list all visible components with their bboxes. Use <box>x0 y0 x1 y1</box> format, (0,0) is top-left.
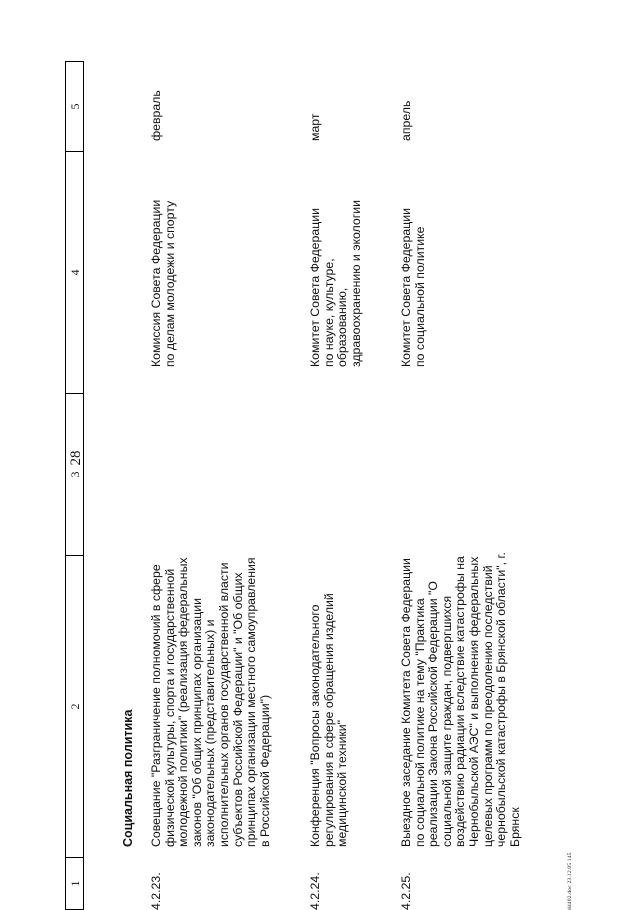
column-header-5: 5 <box>65 61 84 151</box>
row-responsible: Комиссия Совета Федерации по делам молодежи и спорту <box>149 199 177 367</box>
rotated-table <box>65 10 605 910</box>
column-header-2: 2 <box>65 555 84 857</box>
row-event: Выездное заседание Комитета Совета Федерации по социальной политике на тему "Практика реализации Закона Российской Федерации "О социальной защите граждан, подвергшихся воздействию радиации вследствие катастрофы на Чернобыльской АЭС" и выполнения федеральных целевых программ по преодолению последствий чернобыльской катастрофы в Брянской области", г. Брянск <box>399 552 522 847</box>
row-responsible: Комитет Совета Федерации по социальной политике <box>399 208 427 367</box>
row-number: 4.2.24. <box>308 872 322 910</box>
footer-code: d4402.doc 23.12.05 145 <box>567 852 573 910</box>
row-responsible: Комитет Совета Федерации по науке, культуре, образованию, здравоохранению и экологии <box>308 200 363 367</box>
column-header-4: 4 <box>65 151 84 393</box>
row-number: 4.2.25. <box>399 872 413 910</box>
column-header-1: 1 <box>65 857 84 910</box>
column-header-3: 3 <box>65 393 84 555</box>
row-number: 4.2.23. <box>149 872 163 910</box>
row-event: Совещание "Разграничение полномочий в сфере физической культуры, спорта и государственной молодежной политики" (реализация федеральных законов "Об общих принципах организации законодательных (представительных) и исполнительных органов государственной власти субъектов Российской Федерации" и "Об общих принципах организации местного самоуправления в Российской Федерации") <box>149 557 272 847</box>
row-date: февраль <box>149 90 163 141</box>
row-date: апрель <box>399 100 413 141</box>
section-title: Социальная политика <box>121 709 135 847</box>
row-date: март <box>308 113 322 141</box>
page-number: 28 <box>68 450 84 466</box>
row-event: Конференция "Вопросы законодательного регулирования в сфере обращения изделий медицинской техники" <box>308 593 350 847</box>
